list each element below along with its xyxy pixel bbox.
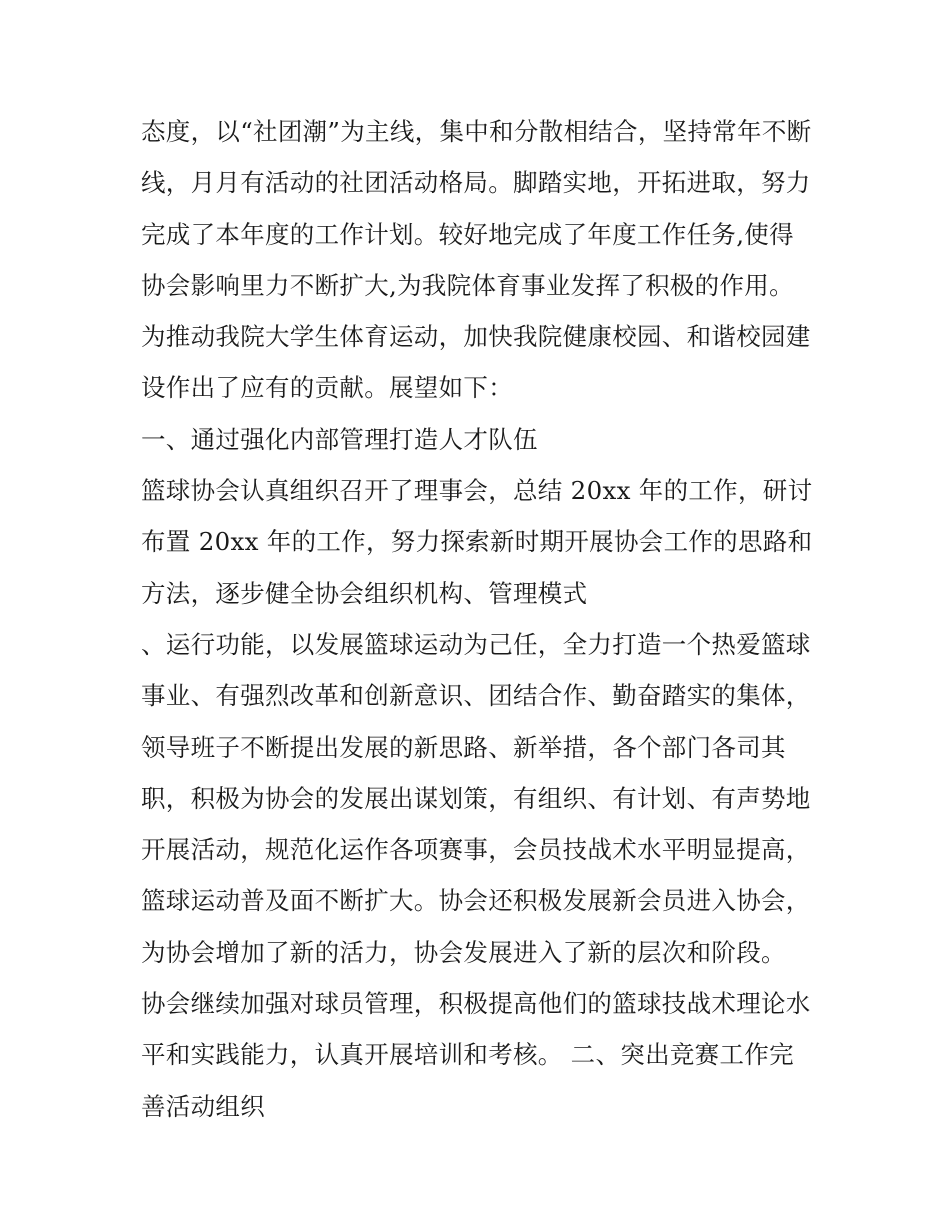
text-line: 布置 20xx 年的工作，努力探索新时期开展协会工作的思路和 <box>141 527 813 557</box>
text-line: 协会继续加强对球员管理，积极提高他们的篮球技战术理论水 <box>141 989 811 1019</box>
text-line: 领导班子不断提出发展的新思路、新举措，各个部门各司其 <box>141 732 786 762</box>
text-line: 善活动组织 <box>141 1091 265 1121</box>
section-heading: 一、通过强化内部管理打造人才队伍 <box>141 424 538 454</box>
text-line: 态度，以“社团潮”为主线，集中和分散相结合，坚持常年不断 <box>141 117 812 146</box>
text-line: 线，月月有活动的社团活动格局。脚踏实地，开拓进取，努力 <box>141 168 811 198</box>
text-line: 完成了本年度的工作计划。较好地完成了年度工作任务,使得 <box>141 219 794 249</box>
text-line: 方法，逐步健全协会组织机构、管理模式 <box>141 578 588 608</box>
text-line: 篮球运动普及面不断扩大。协会还积极发展新会员进入协会， <box>141 886 811 916</box>
body-text <box>141 106 831 1132</box>
text-line: 、运行功能，以发展篮球运动为己任，全力打造一个热爱篮球 <box>141 629 811 659</box>
text-line: 开展活动，规范化运作各项赛事，会员技战术水平明显提高， <box>141 835 811 865</box>
text-line: 设作出了应有的贡献。展望如下： <box>141 373 513 403</box>
text-line: 为推动我院大学生体育运动，加快我院健康校园、和谐校园建 <box>141 322 811 352</box>
text-line: 平和实践能力，认真开展培训和考核。 二、突出竞赛工作完 <box>141 1040 794 1070</box>
text-line: 为协会增加了新的活力，协会发展进入了新的层次和阶段。 <box>141 937 786 967</box>
text-line: 协会影响里力不断扩大,为我院体育事业发挥了积极的作用。 <box>141 270 794 300</box>
text-line: 事业、有强烈改革和创新意识、团结合作、勤奋踏实的集体， <box>141 681 811 711</box>
text-line: 篮球协会认真组织召开了理事会，总结 20xx 年的工作，研讨 <box>141 476 813 506</box>
text-line: 职，积极为协会的发展出谋划策，有组织、有计划、有声势地 <box>141 783 811 813</box>
